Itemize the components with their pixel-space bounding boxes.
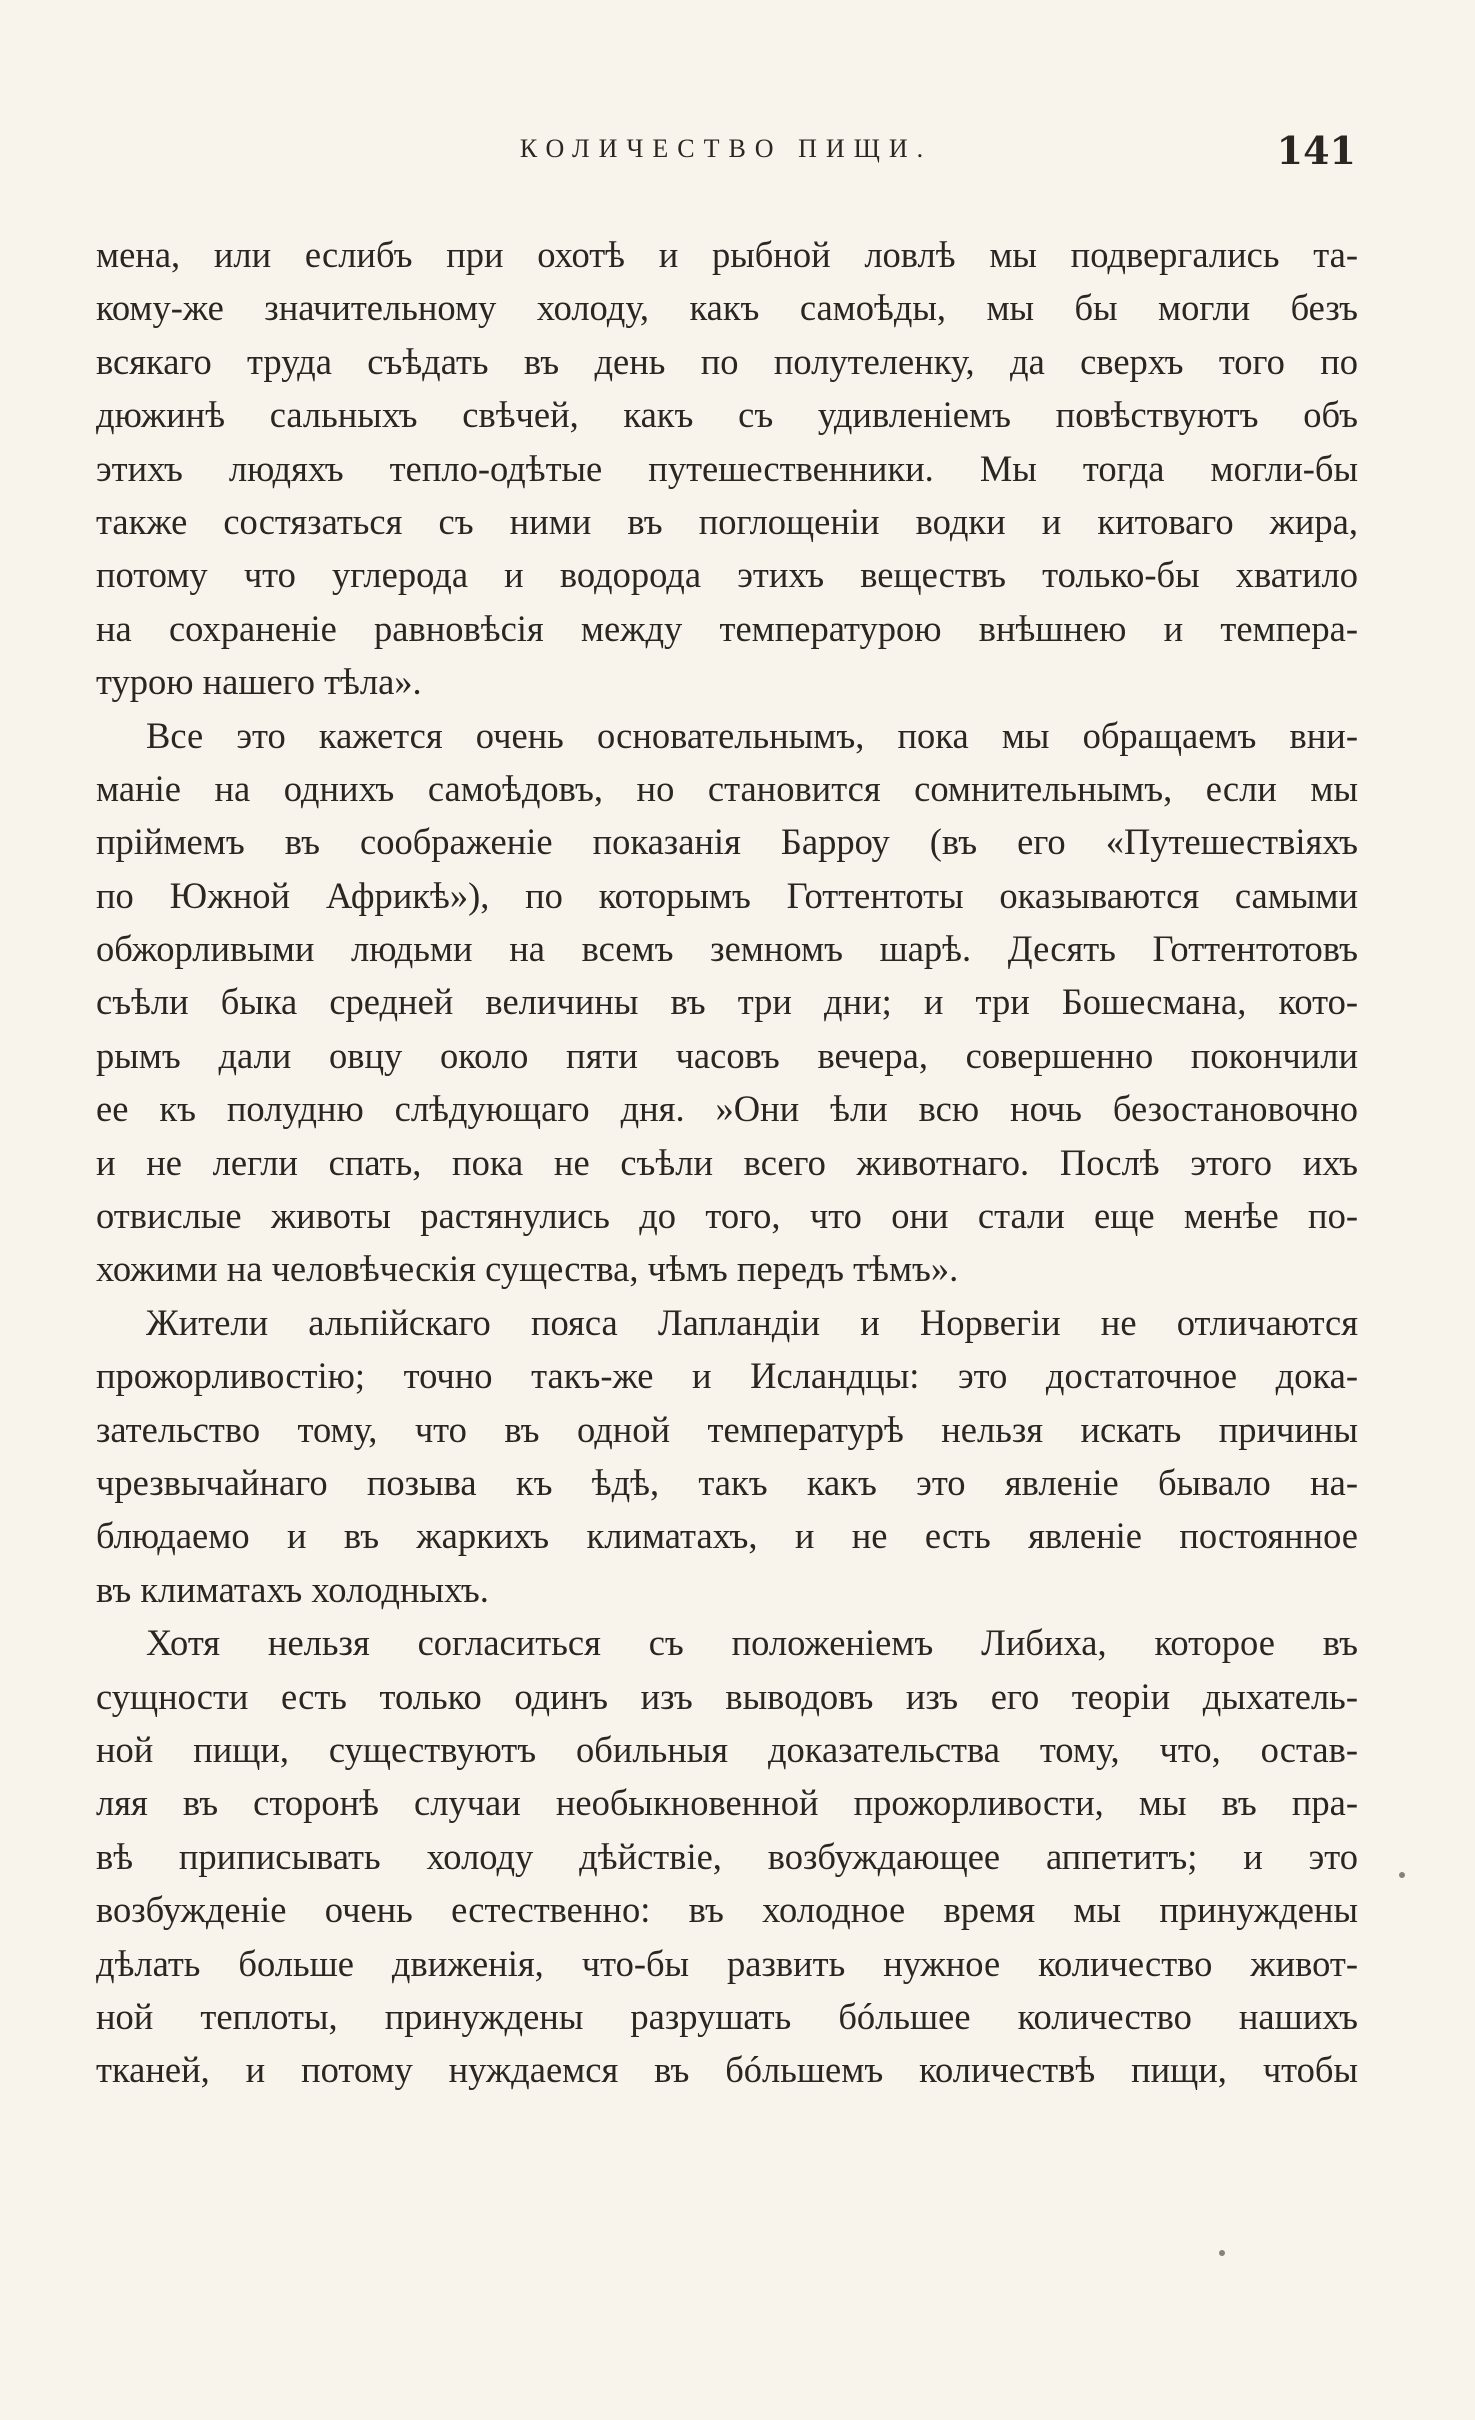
text-line: рымъ дали овцу около пяти часовъ вечера, совершенно покончили <box>96 1034 1358 1076</box>
text-line: прожорливостію; точно такъ-же и Исландцы: это достаточное дока- <box>96 1355 1358 1397</box>
text-line: маніе на однихъ самоѣдовъ, но становится сомнительнымъ, если мы <box>96 767 1358 809</box>
text-line: ной теплоты, принуждены разрушать бóльшее количество нашихъ <box>96 1995 1358 2037</box>
text-line: дюжинѣ сальныхъ свѣчей, какъ съ удивленіемъ повѣствуютъ объ <box>96 394 1358 436</box>
text-line: кому-же значительному холоду, какъ самоѣды, мы бы могли безъ <box>96 287 1358 329</box>
text-line: обжорливыми людьми на всемъ земномъ шарѣ. Десять Готтентотовъ <box>96 928 1358 970</box>
paragraph-end-line: турою нашего тѣла». <box>96 661 422 703</box>
ink-speck <box>1219 2250 1225 2256</box>
text-line: чрезвычайнаго позыва къ ѣдѣ, такъ какъ это явленіе бывало на- <box>96 1461 1358 1503</box>
text-line: на сохраненіе равновѣсія между температурою внѣшнею и темпера- <box>96 607 1358 649</box>
page-number: 141 <box>1276 128 1356 173</box>
paragraph-first-line: Жители альпійскаго пояса Лапландіи и Норвегіи не отличаются <box>146 1301 1358 1343</box>
body-text <box>96 228 1358 2097</box>
text-line: съѣли быка средней величины въ три дни; и три Бошесмана, кото- <box>96 981 1358 1023</box>
paragraph-end-line: въ климатахъ холодныхъ. <box>96 1568 489 1610</box>
text-line: потому что углерода и водорода этихъ веществъ только-бы хватило <box>96 554 1358 596</box>
text-line: сущности есть только одинъ изъ выводовъ изъ его теоріи дыхатель- <box>96 1675 1358 1717</box>
text-line: и не легли спать, пока не съѣли всего животнаго. Послѣ этого ихъ <box>96 1141 1358 1183</box>
paragraph-first-line: Все это кажется очень основательнымъ, пока мы обращаемъ вни- <box>146 714 1358 756</box>
text-line: по Южной Африкѣ»), по которымъ Готтентоты оказываются самыми <box>96 874 1358 916</box>
text-line: ной пищи, существуютъ обильныя доказательства тому, что, остав- <box>96 1728 1358 1770</box>
text-line: отвислые животы растянулись до того, что они стали еще менѣе по- <box>96 1195 1358 1237</box>
text-line: ляя въ сторонѣ случаи необыкновенной прожорливости, мы въ пра- <box>96 1782 1358 1824</box>
text-line: всякаго труда съѣдать въ день по полутеленку, да сверхъ того по <box>96 340 1358 382</box>
text-line: этихъ людяхъ тепло-одѣтые путешественники. Мы тогда могли-бы <box>96 447 1358 489</box>
text-line: также состязаться съ ними въ поглощеніи водки и китоваго жира, <box>96 500 1358 542</box>
running-title: КОЛИЧЕСТВО ПИЩИ. <box>519 134 933 163</box>
text-line: мена, или еслибъ при охотѣ и рыбной ловлѣ мы подвергались та- <box>96 234 1358 275</box>
ink-speck <box>1399 1872 1405 1878</box>
paragraph-first-line: Хотя нельзя согласиться съ положеніемъ Либиха, которое въ <box>146 1622 1358 1664</box>
text-line: пріймемъ въ соображеніе показанія Барроу (въ его «Путешествіяхъ <box>96 821 1358 863</box>
text-line: тканей, и потому нуждаемся въ бóльшемъ количествѣ пищи, чтобы <box>96 2049 1358 2091</box>
text-line: возбужденіе очень естественно: въ холодное время мы принуждены <box>96 1889 1358 1931</box>
running-head <box>96 128 1356 178</box>
paragraph-end-line: хожими на человѣческія существа, чѣмъ передъ тѣмъ». <box>96 1248 959 1290</box>
text-line: дѣлать больше движенія, что-бы развить нужное количество живот- <box>96 1942 1358 1984</box>
text-line: зательство тому, что въ одной температурѣ нельзя искать причины <box>96 1408 1358 1450</box>
text-line: ее къ полудню слѣдующаго дня. »Они ѣли всю ночь безостановочно <box>96 1088 1358 1130</box>
text-line: вѣ приписывать холоду дѣйствіе, возбуждающее аппетитъ; и это <box>96 1835 1358 1877</box>
text-line: блюдаемо и въ жаркихъ климатахъ, и не есть явленіе постоянное <box>96 1515 1358 1557</box>
